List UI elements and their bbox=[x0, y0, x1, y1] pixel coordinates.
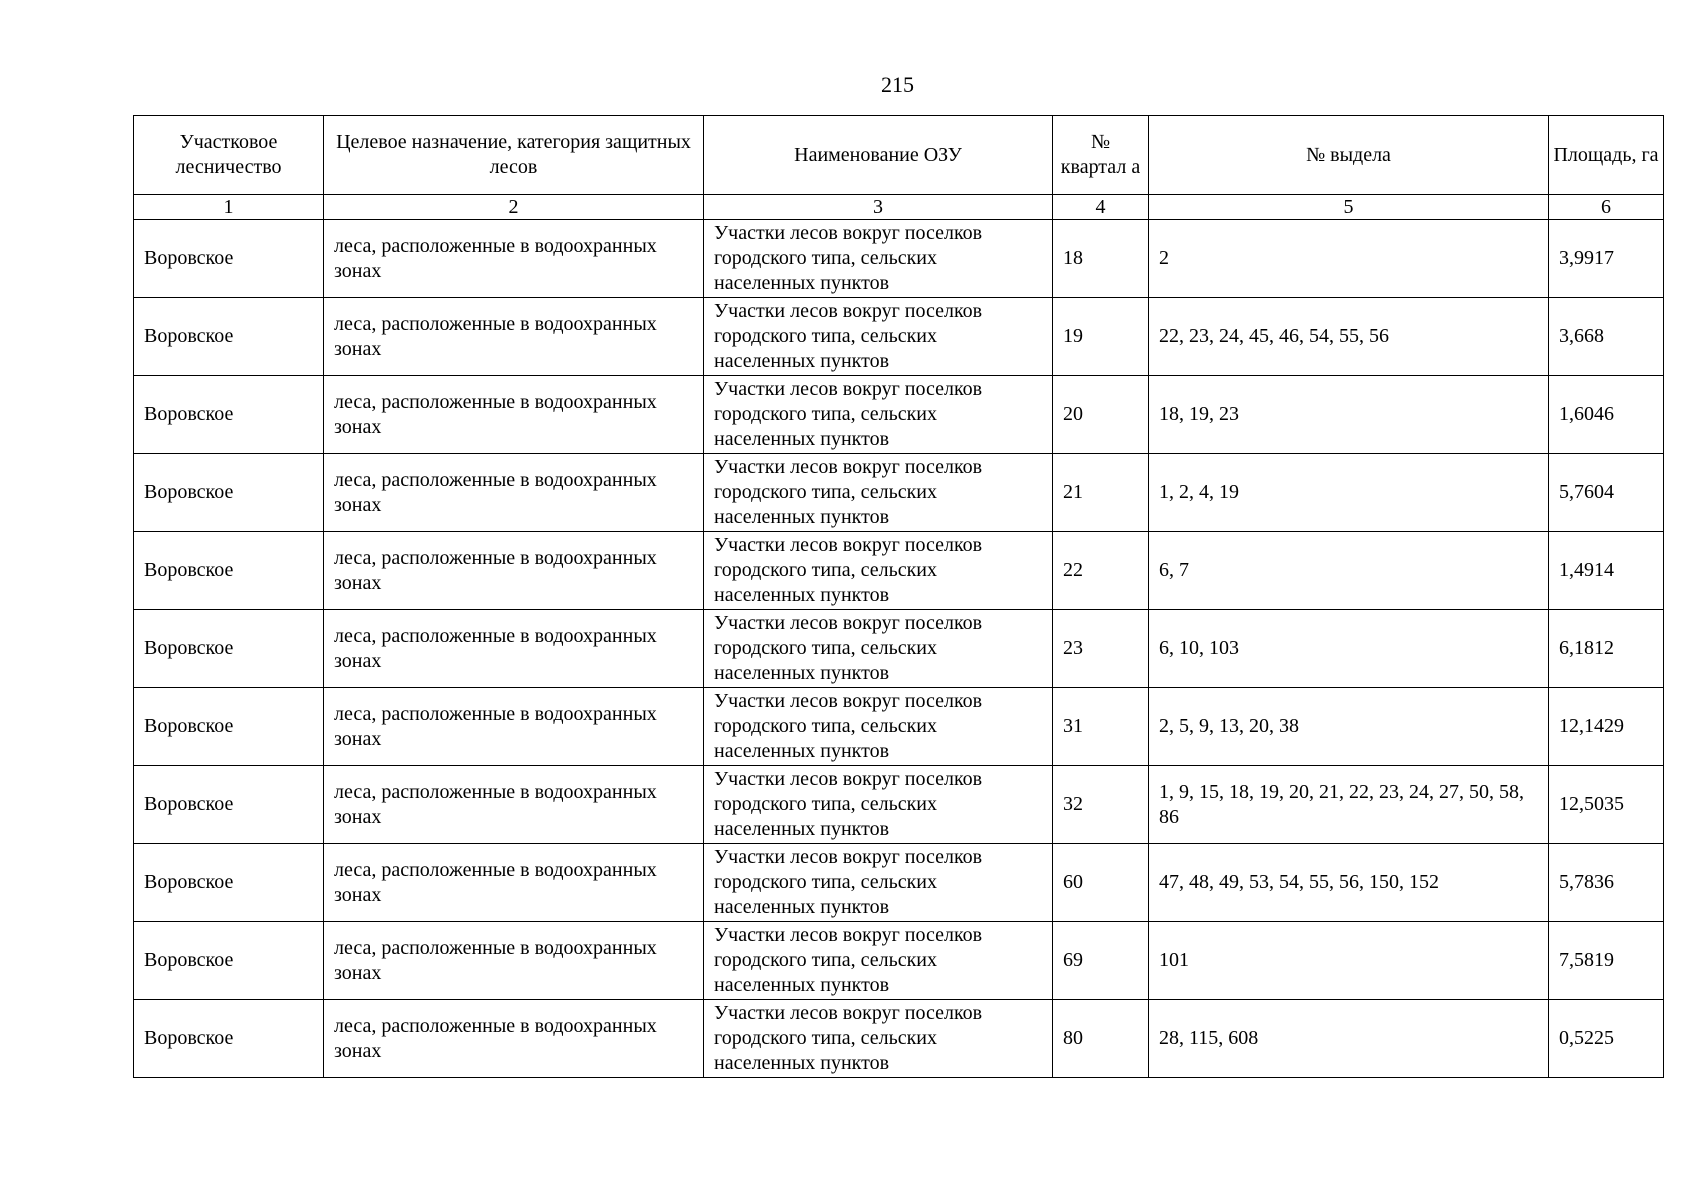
cell-vydel: 1, 2, 4, 19 bbox=[1149, 454, 1549, 532]
cell-kvartal: 69 bbox=[1053, 922, 1149, 1000]
cell-vydel: 6, 10, 103 bbox=[1149, 610, 1549, 688]
cell-area: 5,7836 bbox=[1549, 844, 1664, 922]
table-row bbox=[134, 532, 1664, 610]
cell-purpose: леса, расположенные в водоохранных зонах bbox=[324, 922, 704, 1000]
cell-area: 7,5819 bbox=[1549, 922, 1664, 1000]
cell-purpose: леса, расположенные в водоохранных зонах bbox=[324, 688, 704, 766]
cell-ozu-name: Участки лесов вокруг поселков городского типа, сельских населенных пунктов bbox=[704, 922, 1053, 1000]
cell-forestry: Воровское bbox=[134, 766, 324, 844]
column-number: 6 bbox=[1549, 195, 1664, 220]
cell-forestry: Воровское bbox=[134, 220, 324, 298]
table-row bbox=[134, 298, 1664, 376]
cell-vydel: 22, 23, 24, 45, 46, 54, 55, 56 bbox=[1149, 298, 1549, 376]
page-number: 215 bbox=[881, 72, 914, 97]
cell-area: 5,7604 bbox=[1549, 454, 1664, 532]
column-number: 2 bbox=[324, 195, 704, 220]
table-row bbox=[134, 688, 1664, 766]
cell-area: 3,668 bbox=[1549, 298, 1664, 376]
cell-vydel: 6, 7 bbox=[1149, 532, 1549, 610]
header-forestry: Участковое лесничество bbox=[134, 116, 324, 195]
table-row bbox=[134, 766, 1664, 844]
cell-forestry: Воровское bbox=[134, 610, 324, 688]
cell-vydel: 47, 48, 49, 53, 54, 55, 56, 150, 152 bbox=[1149, 844, 1549, 922]
cell-kvartal: 22 bbox=[1053, 532, 1149, 610]
cell-kvartal: 31 bbox=[1053, 688, 1149, 766]
column-number: 5 bbox=[1149, 195, 1549, 220]
cell-forestry: Воровское bbox=[134, 298, 324, 376]
table-row bbox=[134, 1000, 1664, 1078]
cell-ozu-name: Участки лесов вокруг поселков городского типа, сельских населенных пунктов bbox=[704, 1000, 1053, 1078]
table-body bbox=[134, 220, 1664, 1078]
column-number: 1 bbox=[134, 195, 324, 220]
cell-purpose: леса, расположенные в водоохранных зонах bbox=[324, 844, 704, 922]
table-row bbox=[134, 220, 1664, 298]
cell-vydel: 1, 9, 15, 18, 19, 20, 21, 22, 23, 24, 27, 50, 58, 86 bbox=[1149, 766, 1549, 844]
column-numbers-row bbox=[134, 195, 1664, 220]
cell-forestry: Воровское bbox=[134, 844, 324, 922]
cell-purpose: леса, расположенные в водоохранных зонах bbox=[324, 298, 704, 376]
cell-purpose: леса, расположенные в водоохранных зонах bbox=[324, 1000, 704, 1078]
header-vydel: № выдела bbox=[1149, 116, 1549, 195]
cell-area: 0,5225 bbox=[1549, 1000, 1664, 1078]
header-ozu-name: Наименование ОЗУ bbox=[704, 116, 1053, 195]
table-header-row bbox=[134, 116, 1664, 195]
cell-vydel: 101 bbox=[1149, 922, 1549, 1000]
cell-forestry: Воровское bbox=[134, 1000, 324, 1078]
cell-ozu-name: Участки лесов вокруг поселков городского типа, сельских населенных пунктов bbox=[704, 766, 1053, 844]
cell-purpose: леса, расположенные в водоохранных зонах bbox=[324, 610, 704, 688]
cell-vydel: 2 bbox=[1149, 220, 1549, 298]
cell-area: 12,1429 bbox=[1549, 688, 1664, 766]
cell-area: 1,6046 bbox=[1549, 376, 1664, 454]
column-number: 3 bbox=[704, 195, 1053, 220]
cell-purpose: леса, расположенные в водоохранных зонах bbox=[324, 454, 704, 532]
cell-kvartal: 19 bbox=[1053, 298, 1149, 376]
cell-forestry: Воровское bbox=[134, 532, 324, 610]
header-purpose: Целевое назначение, категория защитных лесов bbox=[324, 116, 704, 195]
cell-ozu-name: Участки лесов вокруг поселков городского типа, сельских населенных пунктов bbox=[704, 220, 1053, 298]
cell-ozu-name: Участки лесов вокруг поселков городского типа, сельских населенных пунктов bbox=[704, 376, 1053, 454]
table-row bbox=[134, 454, 1664, 532]
cell-area: 1,4914 bbox=[1549, 532, 1664, 610]
cell-area: 12,5035 bbox=[1549, 766, 1664, 844]
cell-ozu-name: Участки лесов вокруг поселков городского типа, сельских населенных пунктов bbox=[704, 610, 1053, 688]
cell-kvartal: 60 bbox=[1053, 844, 1149, 922]
cell-kvartal: 18 bbox=[1053, 220, 1149, 298]
header-area: Площадь, га bbox=[1549, 116, 1664, 195]
cell-purpose: леса, расположенные в водоохранных зонах bbox=[324, 220, 704, 298]
cell-kvartal: 32 bbox=[1053, 766, 1149, 844]
cell-vydel: 18, 19, 23 bbox=[1149, 376, 1549, 454]
table-row bbox=[134, 376, 1664, 454]
table-row bbox=[134, 844, 1664, 922]
cell-ozu-name: Участки лесов вокруг поселков городского типа, сельских населенных пунктов bbox=[704, 298, 1053, 376]
cell-ozu-name: Участки лесов вокруг поселков городского типа, сельских населенных пунктов bbox=[704, 688, 1053, 766]
cell-purpose: леса, расположенные в водоохранных зонах bbox=[324, 766, 704, 844]
cell-purpose: леса, расположенные в водоохранных зонах bbox=[324, 532, 704, 610]
cell-ozu-name: Участки лесов вокруг поселков городского типа, сельских населенных пунктов bbox=[704, 532, 1053, 610]
cell-area: 6,1812 bbox=[1549, 610, 1664, 688]
cell-ozu-name: Участки лесов вокруг поселков городского типа, сельских населенных пунктов bbox=[704, 844, 1053, 922]
table-row bbox=[134, 922, 1664, 1000]
header-kvartal: № квартал а bbox=[1053, 116, 1149, 195]
cell-purpose: леса, расположенные в водоохранных зонах bbox=[324, 376, 704, 454]
cell-forestry: Воровское bbox=[134, 688, 324, 766]
cell-forestry: Воровское bbox=[134, 922, 324, 1000]
ozu-table bbox=[133, 115, 1664, 1078]
cell-kvartal: 80 bbox=[1053, 1000, 1149, 1078]
cell-vydel: 28, 115, 608 bbox=[1149, 1000, 1549, 1078]
cell-kvartal: 21 bbox=[1053, 454, 1149, 532]
cell-forestry: Воровское bbox=[134, 454, 324, 532]
cell-area: 3,9917 bbox=[1549, 220, 1664, 298]
cell-ozu-name: Участки лесов вокруг поселков городского типа, сельских населенных пунктов bbox=[704, 454, 1053, 532]
table-row bbox=[134, 610, 1664, 688]
cell-vydel: 2, 5, 9, 13, 20, 38 bbox=[1149, 688, 1549, 766]
column-number: 4 bbox=[1053, 195, 1149, 220]
cell-kvartal: 23 bbox=[1053, 610, 1149, 688]
cell-forestry: Воровское bbox=[134, 376, 324, 454]
cell-kvartal: 20 bbox=[1053, 376, 1149, 454]
